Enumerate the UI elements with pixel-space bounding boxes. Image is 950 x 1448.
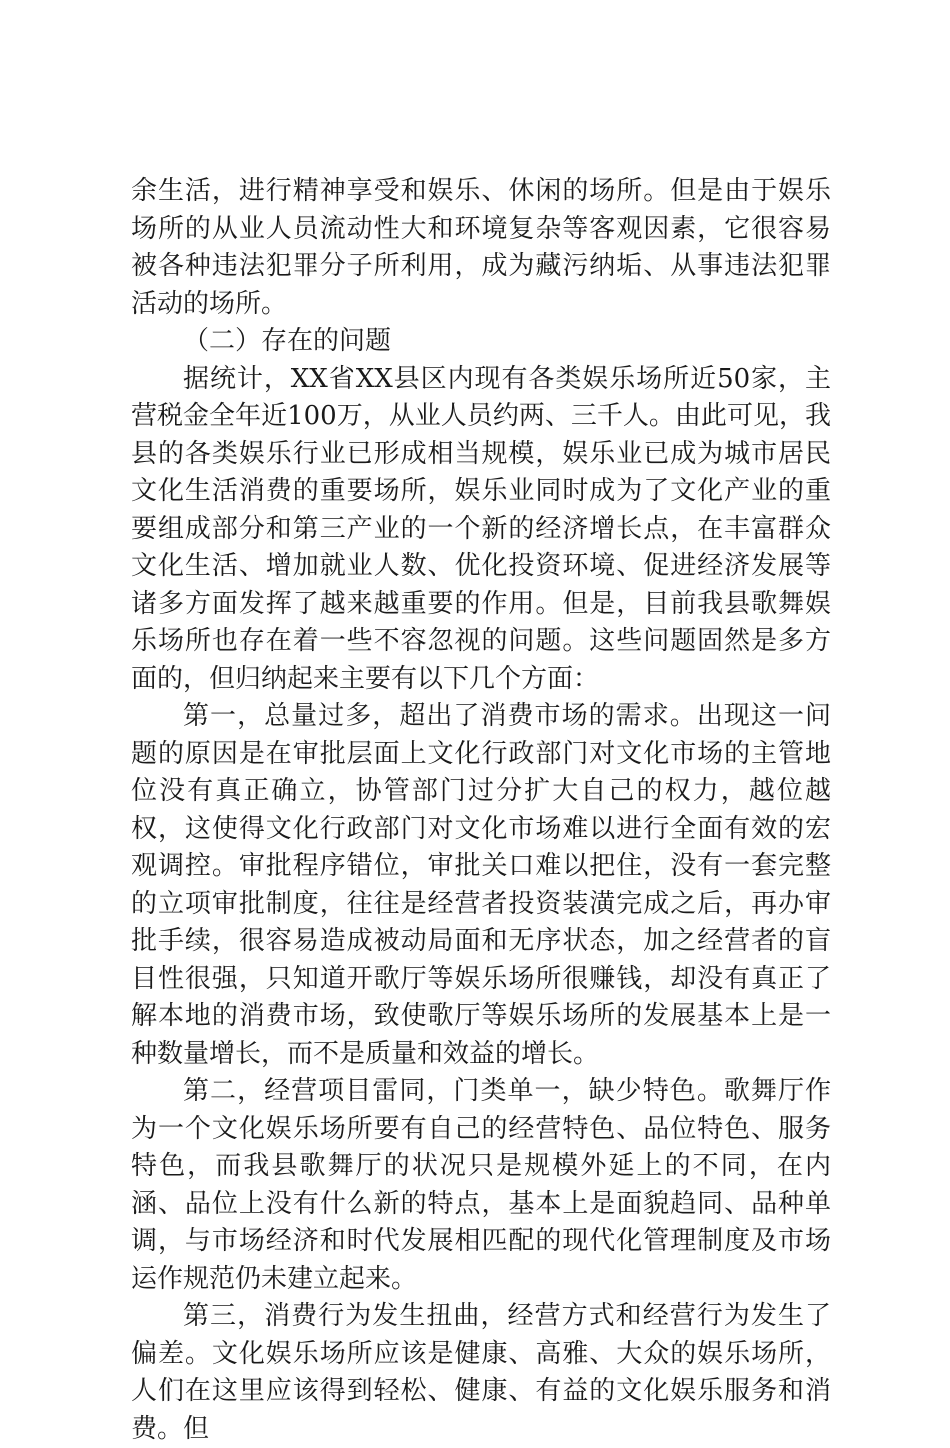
paragraph-continuation: 余生活，进行精神享受和娱乐、休闲的场所。但是由于娱乐场所的从业人员流动性大和环境复杂等客观因素，它很容易被各种违法犯罪分子所利用，成为藏污纳垢、从事违法犯罪活动的场所。	[131, 176, 831, 319]
paragraph-first-issue: 第一，总量过多，超出了消费市场的需求。出现这一问题的原因是在审批层面上文化行政部门对文化市场的主管地位没有真正确立，协管部门过分扩大自己的权力，越位越权，这使得文化行政部门对文化市场难以进行全面有效的宏观调控。审批程序错位，审批关口难以把住，没有一套完整的立项审批制度，往往是经营者投资装潢完成之后，再办审批手续，很容易造成被动局面和无序状态，加之经营者的盲目性很强，只知道开歌厅等娱乐场所很赚钱，却没有真正了解本地的消费市场，致使歌厅等娱乐场所的发展基本上是一种数量增长，而不是质量和效益的增长。	[131, 701, 831, 1069]
paragraph-statistics: 据统计，XX省XX县区内现有各类娱乐场所近50家，主营税金全年近100万，从业人员约两、三千人。由此可见，我县的各类娱乐行业已形成相当规模，娱乐业已成为城市居民文化生活消费的重要场所，娱乐业同时成为了文化产业的重要组成部分和第三产业的一个新的经济增长点，在丰富群众文化生活、增加就业人数、优化投资环境、促进经济发展等诸多方面发挥了越来越重要的作用。但是，目前我县歌舞娱乐场所也存在着一些不容忽视的问题。这些问题固然是多方面的，但归纳起来主要有以下几个方面：	[131, 363, 831, 694]
section-heading-problems: （二）存在的问题	[183, 326, 392, 356]
document-body	[131, 173, 831, 1448]
paragraph-second-issue: 第二，经营项目雷同，门类单一，缺少特色。歌舞厅作为一个文化娱乐场所要有自己的经营特色、品位特色、服务特色，而我县歌舞厅的状况只是规模外延上的不同，在内涵、品位上没有什么新的特点，基本上是面貌趋同、品种单调，与市场经济和时代发展相匹配的现代化管理制度及市场运作规范仍未建立起来。	[131, 1076, 831, 1294]
paragraph-third-issue: 第三，消费行为发生扭曲，经营方式和经营行为发生了偏差。文化娱乐场所应该是健康、高雅、大众的娱乐场所，人们在这里应该得到轻松、健康、有益的文化娱乐服务和消费。但	[131, 1301, 831, 1444]
